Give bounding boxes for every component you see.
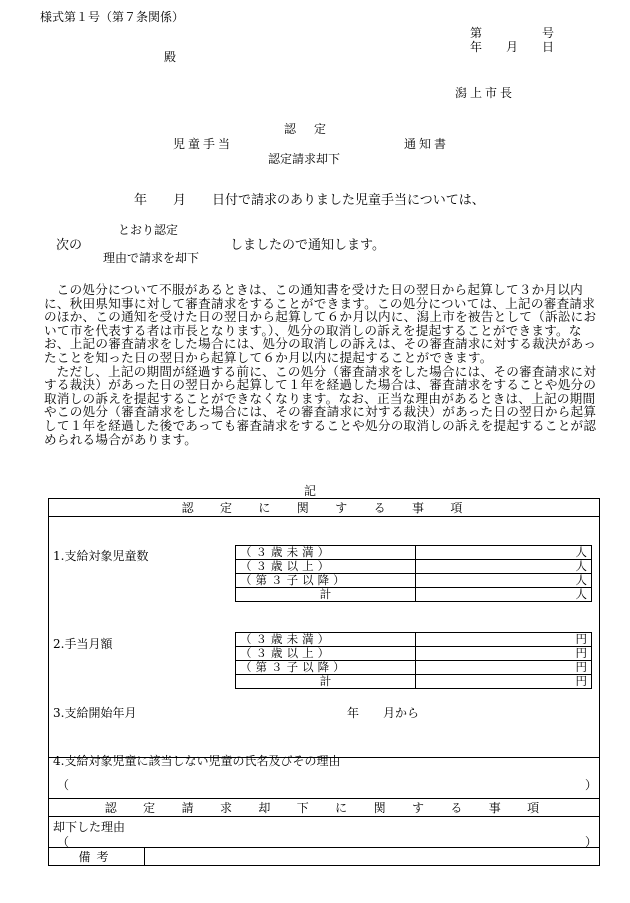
approval-section [49,517,600,792]
row-unit[interactable]: 円 [416,661,592,675]
row-label: （第３子以降） [236,574,416,588]
row-unit[interactable]: 人 [416,574,592,588]
table-row [236,588,592,602]
item4-close-paren: ） [585,778,598,792]
title-approval: 認 定 [284,122,330,136]
table-row [236,633,592,647]
row-label: （３歳未満） [236,633,416,647]
row-label: 計 [236,675,416,689]
appeal-notice [44,283,604,446]
row-unit[interactable]: 円 [416,647,592,661]
intro-option-reject: 理由で請求を却下 [103,251,200,265]
row-unit[interactable]: 人 [416,588,592,602]
reason-label: 却下した理由 [53,820,126,834]
remarks-field[interactable] [145,848,600,866]
rejection-section [49,817,600,848]
intro-option-approve: とおり認定 [118,223,179,237]
row-unit[interactable]: 円 [416,633,592,647]
reason-close-paren: ） [585,835,598,849]
item3-label: 3.支給開始年月 [53,706,137,720]
row-label: （３歳以上） [236,560,416,574]
issuer: 潟上市長 [455,86,516,100]
intro-line: 年 月 日付で請求のありました児童手当については、 [134,193,485,208]
row-label: （３歳以上） [236,647,416,661]
ki-mark: 記 [304,484,317,498]
intro-suffix: しましたので通知します。 [230,238,385,253]
date-label: 年 月 日 [470,40,555,54]
intro-next: 次の [56,238,83,253]
details-table [48,498,600,866]
table-row [236,647,592,661]
title-rejection: 認定請求却下 [268,152,341,166]
item4-label: 4.支給対象児童に該当しない児童の氏名及びその理由 [53,754,341,768]
allowance-table [235,632,592,689]
row-label: 計 [236,588,416,602]
row-unit[interactable]: 人 [416,546,592,560]
row-unit[interactable]: 人 [416,560,592,574]
appeal-paragraph-1: この処分について不服があるときは、この通知書を受けた日の翌日から起算して３か月以内に、秋田県知事に対して審査請求をすることができます。この処分については、上記の審査請求のほか、この通知を受けた日の翌日から起算して６か月以内に、潟上市を被告として（訴訟において市を代表する者は市長となります。）、処分の取消しの訴えを提起することができます。なお、上記の審査請求をした場合には、処分の取消しの訴えは、その審査請求に対する裁決があったことを知った日の翌日から起算して６か月以内に提起することができます。 [44,282,597,365]
row-label: （３歳未満） [236,546,416,560]
item1-label: 1.支給対象児童数 [53,549,149,563]
approval-header: 認定に関する事項 [49,499,600,517]
row-unit[interactable]: 円 [416,675,592,689]
title-right: 通知書 [404,137,450,151]
table-row [236,574,592,588]
number-label: 第 号 [470,26,555,40]
start-month-value[interactable]: 年 月から [347,706,420,720]
recipient-suffix: 殿 [164,50,177,64]
form-id: 様式第１号（第７条関係） [40,10,185,24]
table-row [236,560,592,574]
rejection-header: 認定請求却下に関する事項 [49,799,600,817]
remarks-label: 備考 [49,848,145,866]
title-left: 児童手当 [173,137,234,151]
table-row [236,546,592,560]
item4-open-paren: （ [57,778,70,792]
table-row [236,675,592,689]
table-row [236,661,592,675]
appeal-paragraph-2: ただし、上記の期間が経過する前に、この処分（審査請求をした場合には、その審査請求に対する裁決）があった日の翌日から起算して１年を経過した場合は、審査請求をすることや処分の取消しの訴えを提起することができなくなります。なお、正当な理由があるときは、上記の期間やこの処分（審査請求をした場合には、その審査請求に対する裁決）があった日の翌日から起算して１年を経過した後であっても審査請求をすることや処分の取消しの訴えを提起することが認められる場合があります。 [44,363,597,447]
row-label: （第３子以降） [236,661,416,675]
child-count-table [235,545,592,602]
item2-label: 2.手当月額 [53,637,113,651]
reason-open-paren: （ [57,835,70,849]
